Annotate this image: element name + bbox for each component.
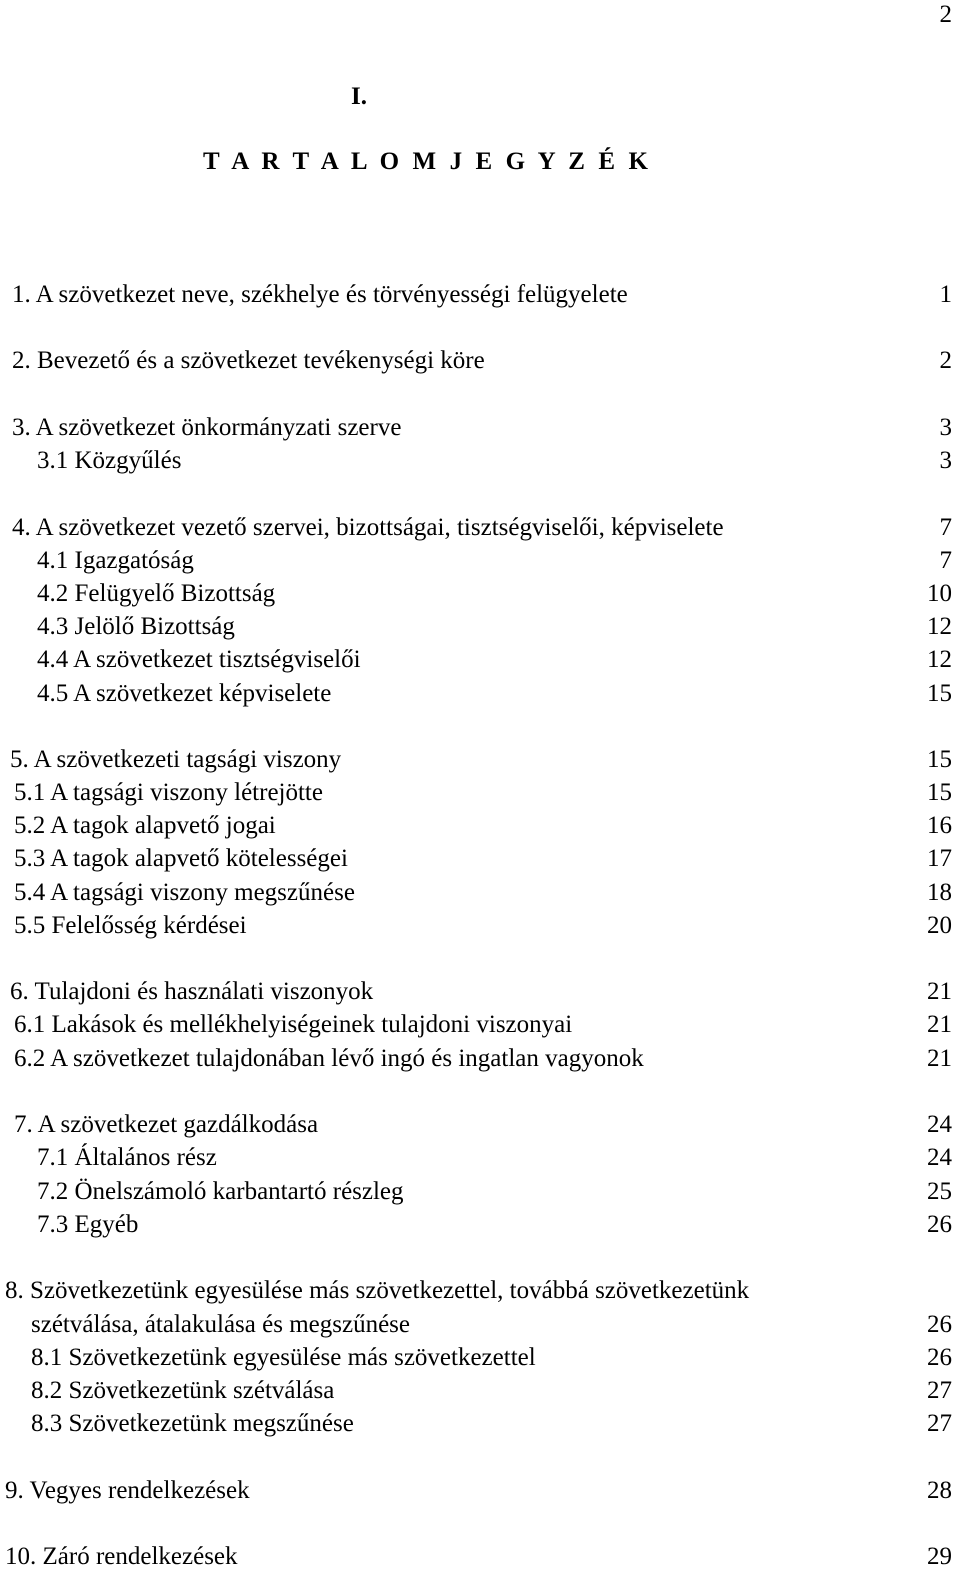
toc-entry-label: 7.1 Általános rész xyxy=(37,1144,217,1171)
toc-entry-label: 5.3 A tagok alapvető kötelességei xyxy=(14,845,348,872)
toc-entry xyxy=(0,910,960,942)
toc-entry xyxy=(0,279,960,311)
toc-entry xyxy=(0,1309,960,1341)
toc-entry xyxy=(0,1209,960,1241)
toc-entry-page: 28 xyxy=(927,1477,952,1504)
toc-entry-page: 12 xyxy=(927,646,952,673)
toc-entry-page: 21 xyxy=(927,978,952,1005)
toc-entry-page: 27 xyxy=(927,1377,952,1404)
toc-entry xyxy=(0,1541,960,1573)
toc-entry-page: 3 xyxy=(939,447,952,474)
toc-entry xyxy=(0,1176,960,1208)
section-roman-numeral: I. xyxy=(351,83,367,110)
toc-entry-label: 1. A szövetkezet neve, székhelye és törvényességi felügyelete xyxy=(12,281,628,308)
toc-entry xyxy=(0,611,960,643)
toc-entry xyxy=(0,1142,960,1174)
toc-entry-label: 7.3 Egyéb xyxy=(37,1211,139,1238)
toc-entry-page: 10 xyxy=(927,580,952,607)
toc-entry-label: 8.1 Szövetkezetünk egyesülése más szövetkezettel xyxy=(31,1344,536,1371)
toc-entry xyxy=(0,578,960,610)
toc-entry-label: 9. Vegyes rendelkezések xyxy=(5,1477,250,1504)
toc-entry-label: 4. A szövetkezet vezető szervei, bizottságai, tisztségviselői, képviselete xyxy=(12,514,724,541)
toc-entry-label: 8. Szövetkezetünk egyesülése más szövetkezettel, továbbá szövetkezetünk xyxy=(5,1277,750,1304)
toc-entry-page: 26 xyxy=(927,1211,952,1238)
toc-entry-page: 15 xyxy=(927,680,952,707)
toc-entry-label: 6.2 A szövetkezet tulajdonában lévő ingó és ingatlan vagyonok xyxy=(14,1045,644,1072)
toc-entry xyxy=(0,976,960,1008)
toc-entry-label: 3. A szövetkezet önkormányzati szerve xyxy=(12,414,402,441)
toc-entry xyxy=(0,345,960,377)
toc-entry-page: 24 xyxy=(927,1144,952,1171)
toc-entry xyxy=(0,777,960,809)
toc-entry-label: 5.4 A tagsági viszony megszűnése xyxy=(14,879,355,906)
toc-entry-label: 4.4 A szövetkezet tisztségviselői xyxy=(37,646,361,673)
toc-entry xyxy=(0,1009,960,1041)
toc-entry-page: 7 xyxy=(939,514,952,541)
toc-entry-page: 21 xyxy=(927,1011,952,1038)
toc-entry xyxy=(0,1275,960,1307)
toc-entry-page: 17 xyxy=(927,845,952,872)
toc-entry-page: 16 xyxy=(927,812,952,839)
toc-entry xyxy=(0,1408,960,1440)
toc-entry-page: 15 xyxy=(927,746,952,773)
toc-entry-label: 7. A szövetkezet gazdálkodása xyxy=(14,1111,319,1138)
toc-entry-label: 2. Bevezető és a szövetkezet tevékenységi köre xyxy=(12,347,485,374)
toc-entry-page: 7 xyxy=(939,547,952,574)
toc-entry-page: 12 xyxy=(927,613,952,640)
toc-entry xyxy=(0,678,960,710)
toc-entry xyxy=(0,545,960,577)
toc-entry xyxy=(0,644,960,676)
toc-entry-label: 4.5 A szövetkezet képviselete xyxy=(37,680,332,707)
toc-entry-label: 5.5 Felelősség kérdései xyxy=(14,912,247,939)
toc-entry-page: 2 xyxy=(939,347,952,374)
toc-entry-page: 29 xyxy=(927,1543,952,1570)
toc-entry-label: szétválása, átalakulása és megszűnése xyxy=(31,1311,410,1338)
toc-entry xyxy=(0,1475,960,1507)
toc-entry-label: 8.3 Szövetkezetünk megszűnése xyxy=(31,1410,354,1437)
toc-entry-label: 10. Záró rendelkezések xyxy=(5,1543,238,1570)
toc-entry-page: 25 xyxy=(927,1178,952,1205)
toc-entry xyxy=(0,744,960,776)
toc-entry-page: 21 xyxy=(927,1045,952,1072)
toc-entry-label: 5. A szövetkezeti tagsági viszony xyxy=(10,746,342,773)
toc-entry-page: 18 xyxy=(927,879,952,906)
toc-entry xyxy=(0,1375,960,1407)
toc-title: T A R T A L O M J E G Y Z É K xyxy=(203,148,652,175)
toc-entry xyxy=(0,1109,960,1141)
toc-entry xyxy=(0,810,960,842)
toc-entry-label: 4.2 Felügyelő Bizottság xyxy=(37,580,276,607)
toc-entry-label: 4.3 Jelölő Bizottság xyxy=(37,613,235,640)
toc-entry xyxy=(0,1342,960,1374)
toc-entry-label: 5.1 A tagsági viszony létrejötte xyxy=(14,779,323,806)
toc-entry-page: 3 xyxy=(939,414,952,441)
toc-entry-page: 26 xyxy=(927,1311,952,1338)
page-number: 2 xyxy=(939,1,952,28)
toc-entry xyxy=(0,1043,960,1075)
toc-entry xyxy=(0,843,960,875)
toc-entry-label: 8.2 Szövetkezetünk szétválása xyxy=(31,1377,335,1404)
toc-entry xyxy=(0,445,960,477)
toc-entry-label: 6.1 Lakások és mellékhelyiségeinek tulajdoni viszonyai xyxy=(14,1011,573,1038)
toc-entry-page: 1 xyxy=(939,281,952,308)
toc-entry-page: 26 xyxy=(927,1344,952,1371)
toc-entry-label: 3.1 Közgyűlés xyxy=(37,447,182,474)
toc-entry xyxy=(0,877,960,909)
toc-entry-page: 24 xyxy=(927,1111,952,1138)
toc-entry-page: 20 xyxy=(927,912,952,939)
toc-entry-page: 15 xyxy=(927,779,952,806)
toc-entry-label: 7.2 Önelszámoló karbantartó részleg xyxy=(37,1178,404,1205)
toc-entry-label: 4.1 Igazgatóság xyxy=(37,547,194,574)
toc-entry xyxy=(0,412,960,444)
toc-entry-label: 5.2 A tagok alapvető jogai xyxy=(14,812,276,839)
toc-entry xyxy=(0,512,960,544)
toc-entry-label: 6. Tulajdoni és használati viszonyok xyxy=(10,978,374,1005)
toc-entry-page: 27 xyxy=(927,1410,952,1437)
